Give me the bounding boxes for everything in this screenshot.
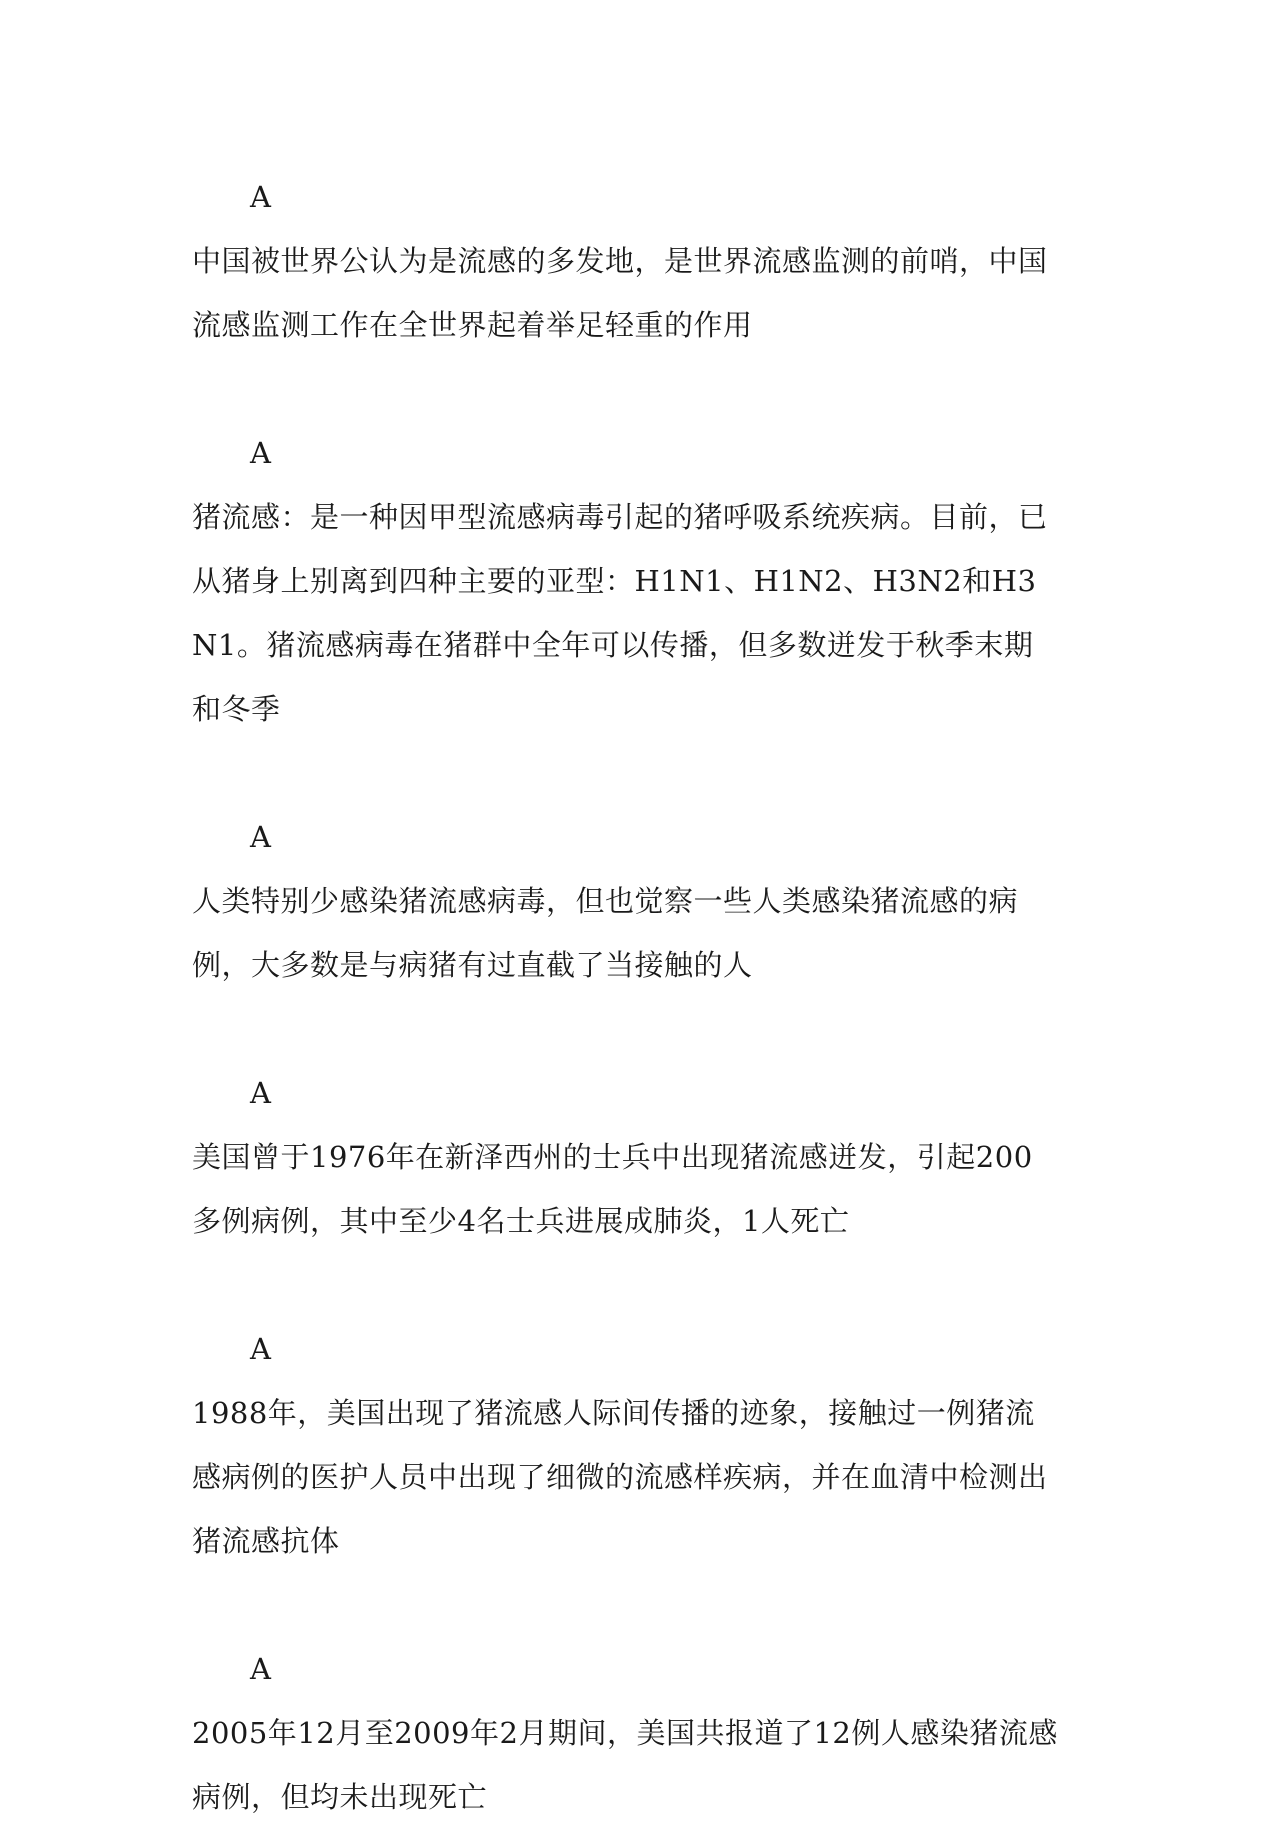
paragraph-1976-outbreak: 美国曾于1976年在新泽西州的士兵中出现猪流感迸发，引起200多例病例，其中至少4名士兵进展成肺炎，1人死亡 bbox=[192, 1140, 1033, 1238]
paragraph-2005-2009-cases: 2005年12月至2009年2月期间，美国共报道了12例人感染猪流感病例，但均未出现死亡 bbox=[192, 1716, 1058, 1814]
section-marker: A bbox=[250, 1652, 272, 1686]
section-marker: A bbox=[250, 436, 272, 470]
section-marker: A bbox=[250, 1332, 272, 1366]
section-marker: A bbox=[250, 180, 272, 214]
paragraph-human-infection: 人类特别少感染猪流感病毒，但也觉察一些人类感染猪流感的病例，大多数是与病猪有过直截了当接触的人 bbox=[192, 884, 1019, 982]
paragraph-1988-transmission: 1988年，美国出现了猪流感人际间传播的迹象，接触过一例猪流感病例的医护人员中出现了细微的流感样疾病，并在血清中检测出猪流感抗体 bbox=[192, 1396, 1048, 1558]
document-body bbox=[192, 165, 1062, 1829]
section-marker: A bbox=[250, 820, 272, 854]
paragraph-swine-flu-definition: 猪流感：是一种因甲型流感病毒引起的猪呼吸系统疾病。目前，已从猪身上别离到四种主要的亚型：H1N1、H1N2、H3N2和H3N1。猪流感病毒在猪群中全年可以传播，但多数迸发于秋季末期和冬季 bbox=[192, 500, 1048, 726]
section-marker: A bbox=[250, 1076, 272, 1110]
paragraph-flu-monitoring: 中国被世界公认为是流感的多发地，是世界流感监测的前哨，中国流感监测工作在全世界起着举足轻重的作用 bbox=[192, 244, 1048, 342]
